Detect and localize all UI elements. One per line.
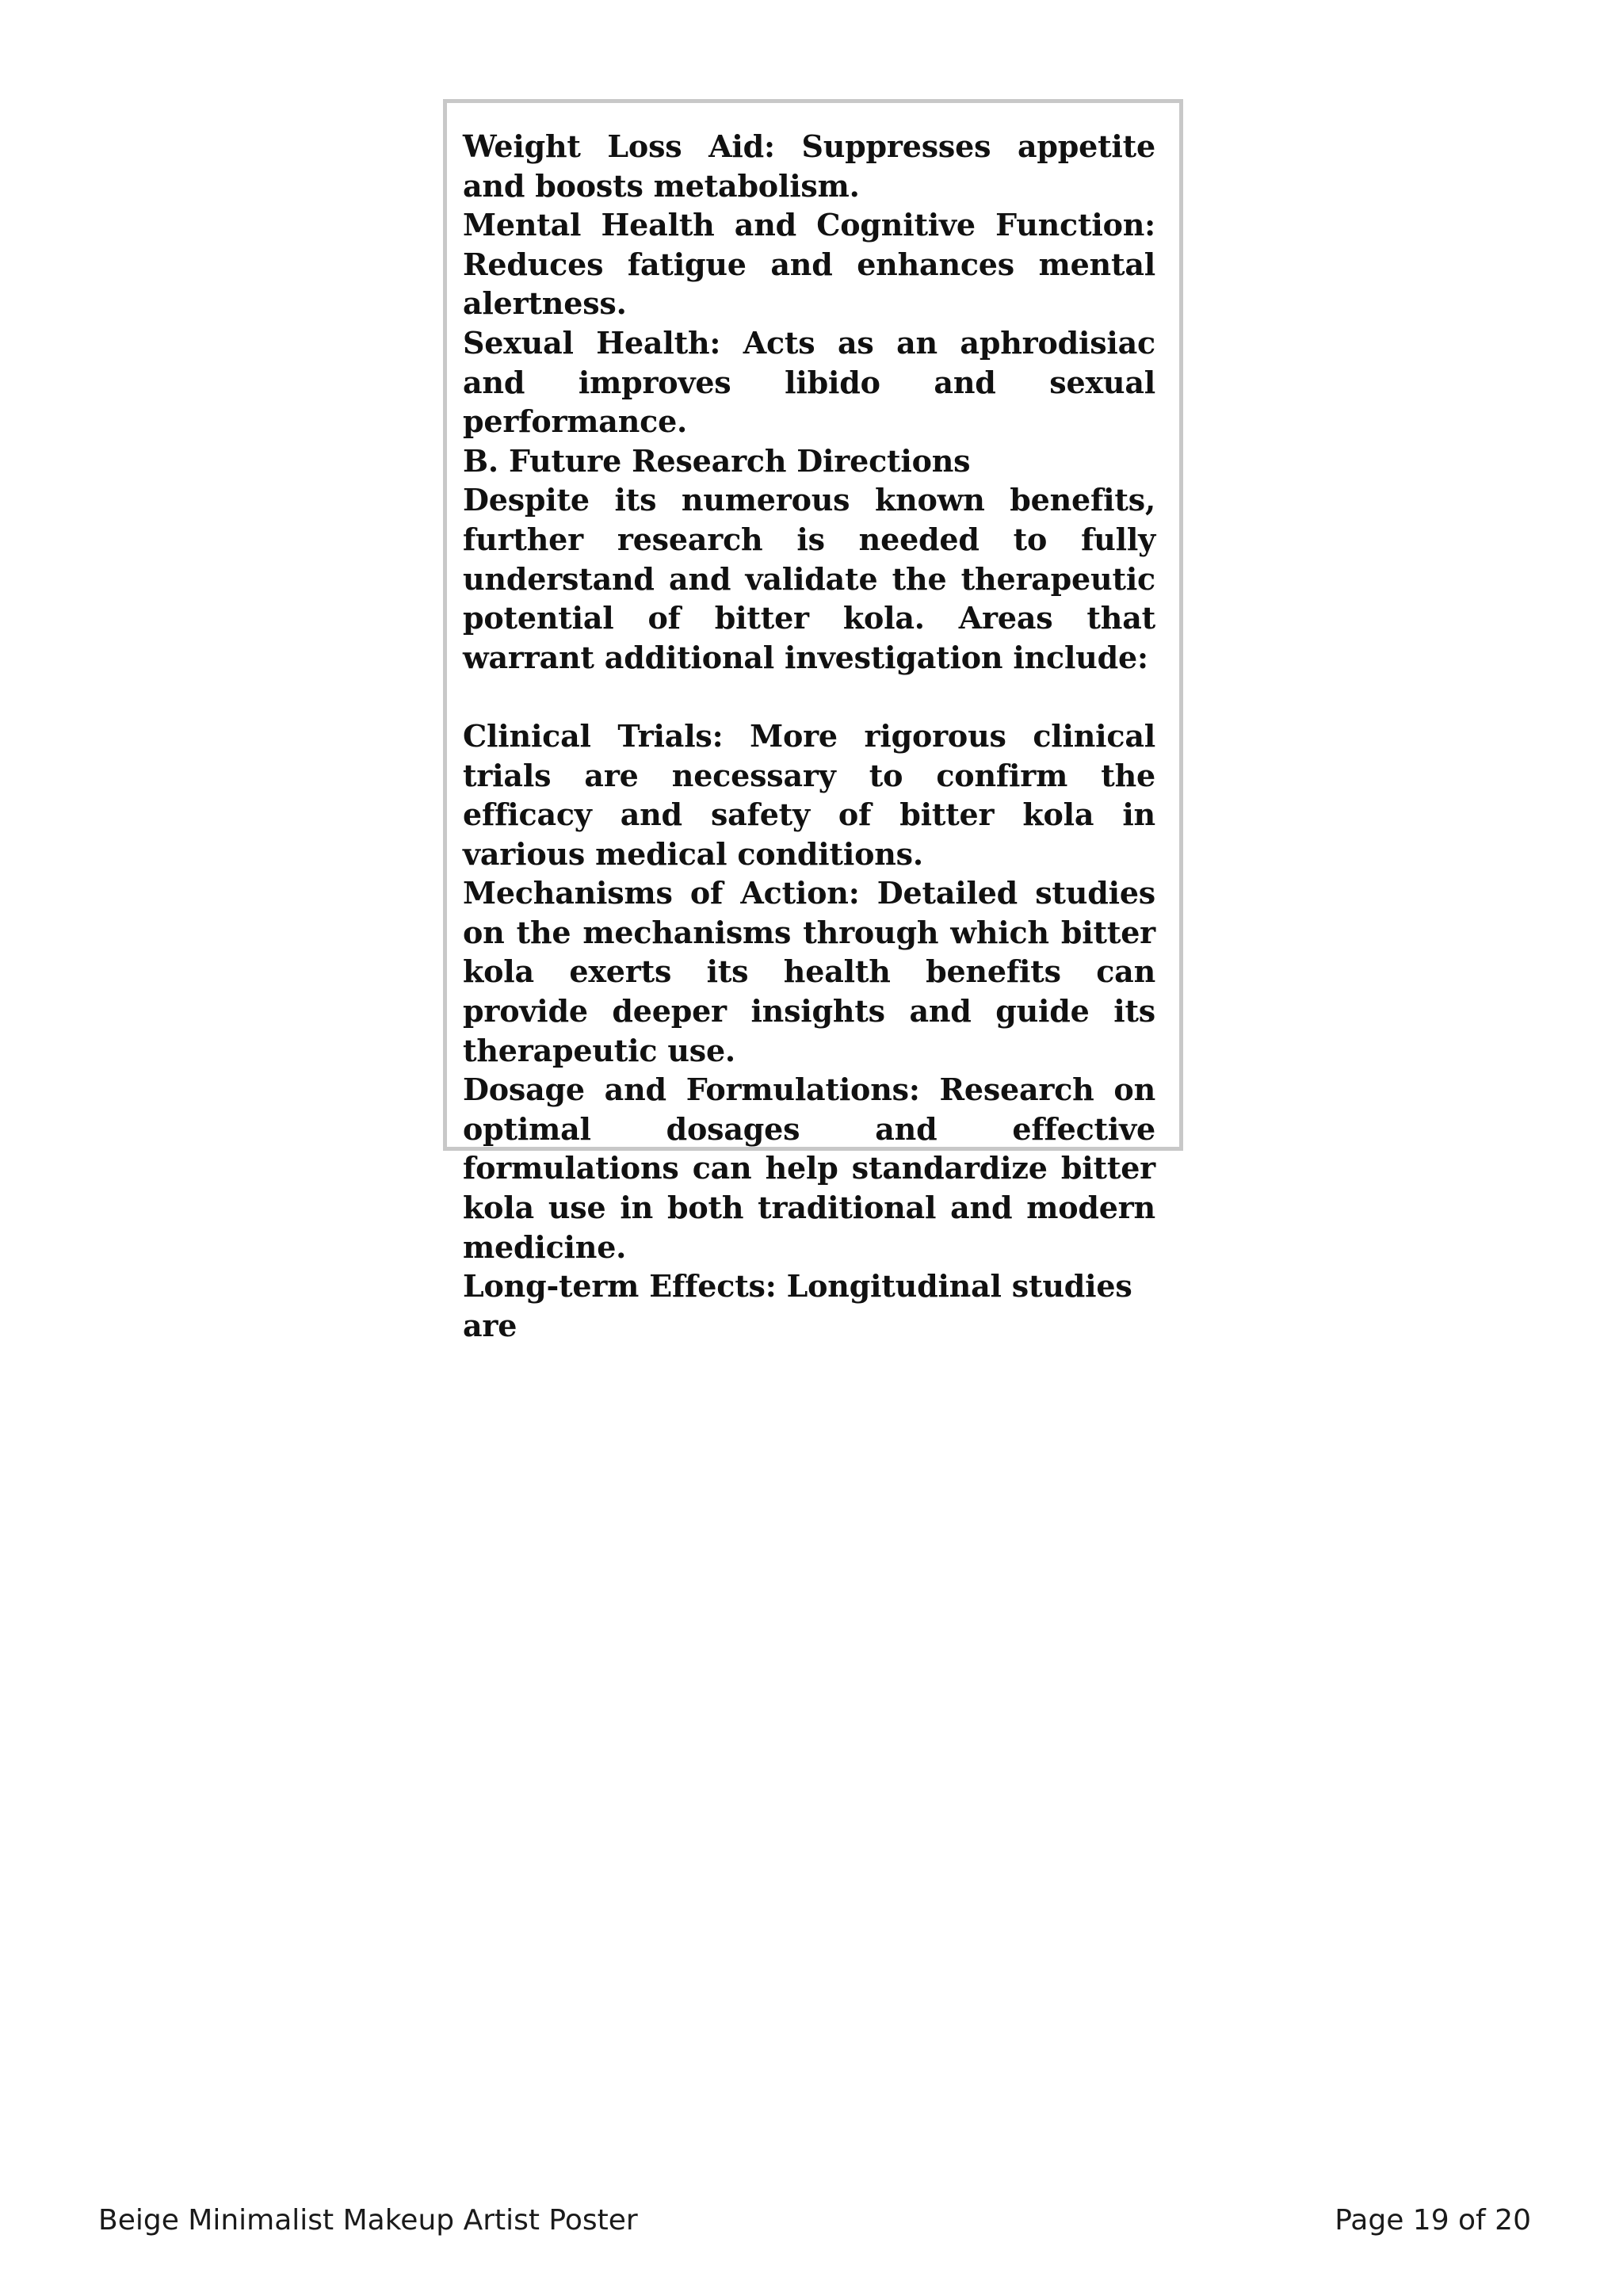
paragraph-gap [463,677,1155,716]
paragraph-clinical-trials: Clinical Trials: More rigorous clinical trials are necessary to confirm the efficacy and safety of bitter kola in various medical conditions. [463,717,1155,872]
paragraph-dosage: Dosage and Formulations: Research on optimal dosages and effective formulations can help standardize bitter kola use in both traditional and modern medicine. [463,1072,1155,1265]
paragraph-long-term: Long-term Effects: Longitudinal studies are [463,1268,1132,1343]
paragraph-weight-loss: Weight Loss Aid: Suppresses appetite and boosts metabolism. [463,128,1155,204]
paragraph-mental-health: Mental Health and Cognitive Function: Reduces fatigue and enhances mental alertness. [463,207,1155,322]
content-box [443,99,1183,1343]
paragraph-sexual-health: Sexual Health: Acts as an aphrodisiac and improves libido and sexual performance. [463,324,1155,440]
paragraph-future-research: Despite its numerous known benefits, further research is needed to fully understand and validate the therapeutic potential of bitter kola. Areas that warrant additional investigation include: [463,482,1155,675]
footer-document-title: Beige Minimalist Makeup Artist Poster [98,2204,638,2237]
paragraph-mechanisms: Mechanisms of Action: Detailed studies on the mechanisms through which bitter kola exerts its health benefits can provide deeper insights and guide its therapeutic use. [463,875,1155,1068]
footer-page-indicator: Page 19 of 20 [1335,2204,1531,2237]
section-heading: B. Future Research Directions [463,442,971,479]
